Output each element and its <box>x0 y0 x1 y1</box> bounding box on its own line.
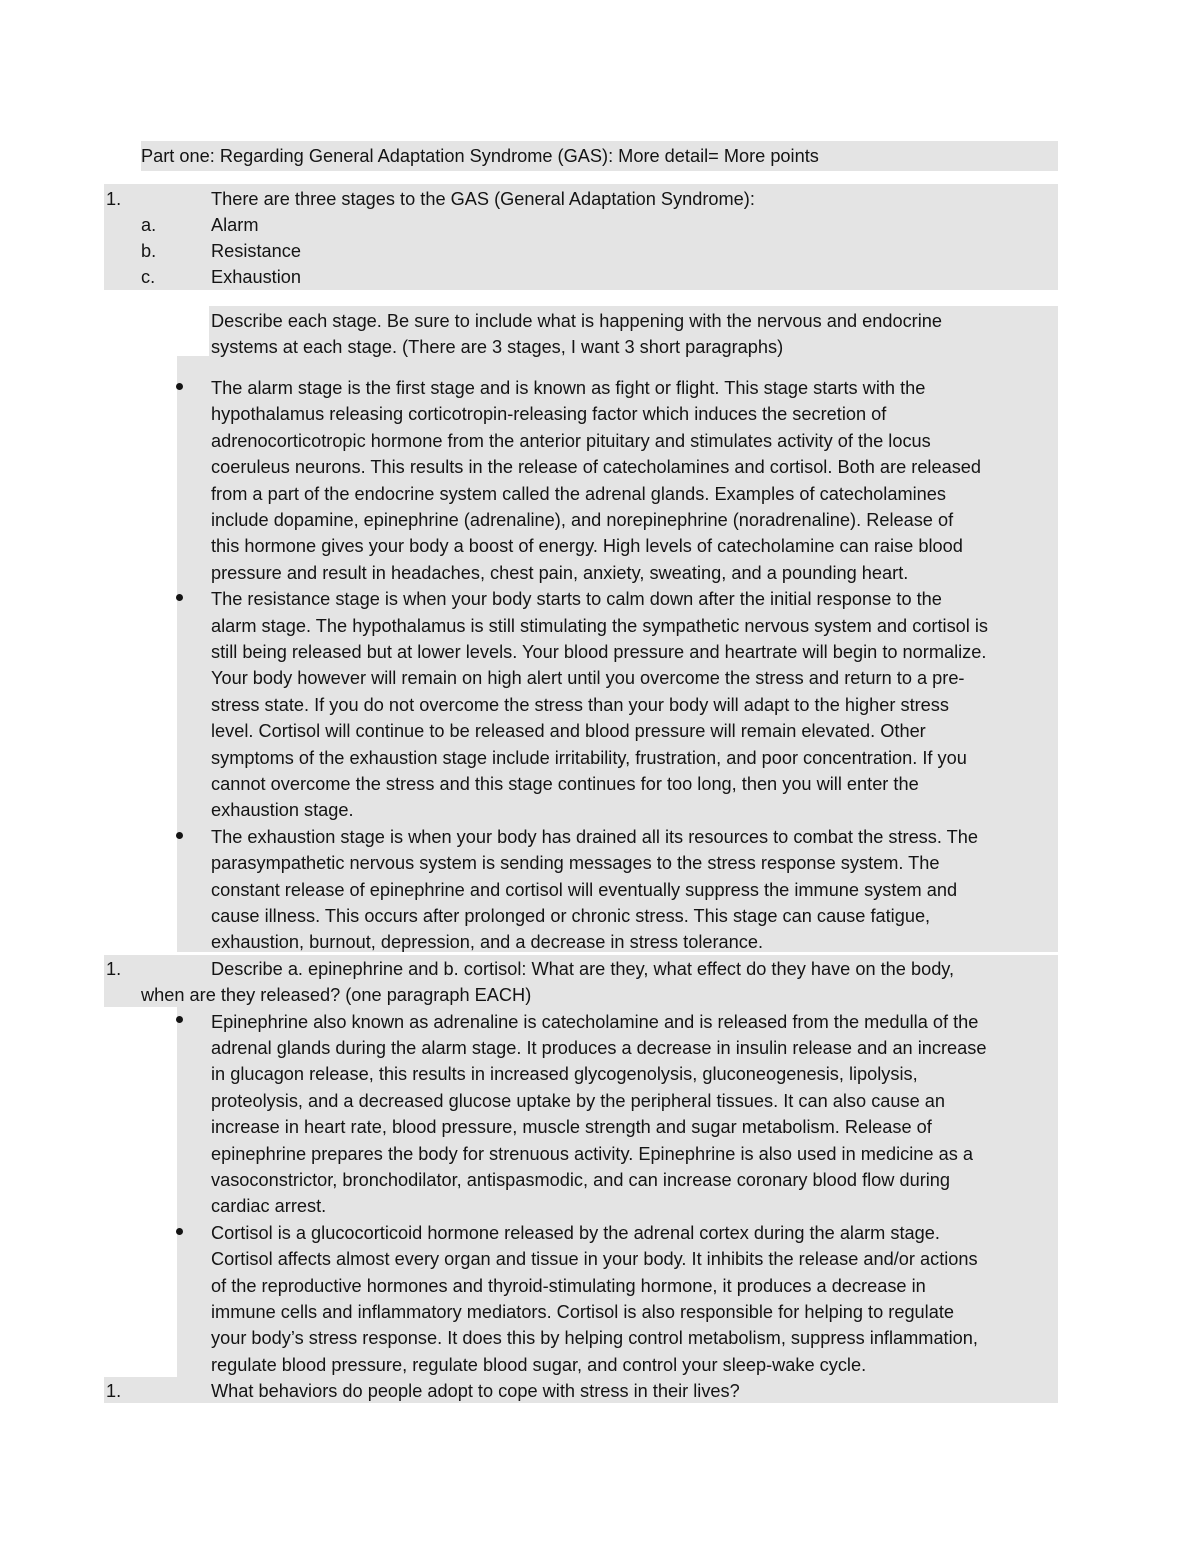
cortisol-answer-line: Cortisol affects almost every organ and tissue in your body. It inhibits the release and/or actions <box>211 1249 978 1270</box>
alarm-answer-line: coeruleus neurons. This results in the release of catecholamines and cortisol. Both are released <box>211 457 982 478</box>
question-2-text: Describe a. epinephrine and b. cortisol: What are they, what effect do they have on the body, <box>211 958 955 979</box>
resistance-answer-line: alarm stage. The hypothalamus is still stimulating the sympathetic nervous system and cortisol is <box>211 615 989 636</box>
question-2-number: 1. <box>106 958 122 979</box>
instruction-line: Describe each stage. Be sure to include what is happening with the nervous and endocrine <box>211 311 942 331</box>
epinephrine-answer-line: vasoconstrictor, bronchodilator, antispasmodic, and can increase coronary blood flow during <box>211 1170 951 1190</box>
bullet-icon <box>176 383 183 390</box>
exhaustion-answer-line: exhaustion, burnout, depression, and a decrease in stress tolerance. <box>211 932 764 953</box>
resistance-answer-line: The resistance stage is when your body starts to calm down after the initial response to the <box>211 589 942 610</box>
resistance-answer-line: cannot overcome the stress and this stage continues for too long, then you will enter the <box>211 774 919 794</box>
exhaustion-answer-line: parasympathetic nervous system is sending messages to the stress response system. The <box>211 853 940 874</box>
alarm-answer-line: from a part of the endocrine system called the adrenal glands. Examples of catecholamines <box>211 483 946 504</box>
stage-b-letter: b. <box>141 241 157 261</box>
resistance-answer-line: exhaustion stage. <box>211 800 354 821</box>
resistance-answer-line: Your body however will remain on high alert until you overcome the stress and return to a pre- <box>211 668 965 689</box>
resistance-answer-line: symptoms of the exhaustion stage include irritability, frustration, and poor concentration. If you <box>211 747 967 768</box>
epinephrine-answer-line: epinephrine prepares the body for strenuous activity. Epinephrine is also used in medicine as a <box>211 1143 973 1164</box>
cortisol-answer-line: Cortisol is a glucocorticoid hormone released by the adrenal cortex during the alarm stage. <box>211 1222 940 1243</box>
cortisol-answer-line: regulate blood pressure, regulate blood sugar, and control your sleep-wake cycle. <box>211 1354 867 1375</box>
stage-c-text: Exhaustion <box>211 267 301 287</box>
instruction-line: systems at each stage. (There are 3 stages, I want 3 short paragraphs) <box>211 337 784 357</box>
epinephrine-answer-line: proteolysis, and a decreased glucose uptake by the peripheral tissues. It can also cause an <box>211 1090 946 1111</box>
bullet-icon <box>176 832 183 839</box>
stage-c-letter: c. <box>141 267 156 287</box>
alarm-answer-line: hypothalamus releasing corticotropin-releasing factor which induces the secretion of <box>211 404 887 425</box>
epinephrine-answer-line: in glucagon release, this results in increased glycogenolysis, gluconeogenesis, lipolysis, <box>211 1064 918 1085</box>
epinephrine-answer-line: increase in heart rate, blood pressure, muscle strength and sugar metabolism. Release of <box>211 1117 932 1138</box>
alarm-answer-line: this hormone gives your body a boost of energy. High levels of catecholamine can raise blood <box>211 536 963 557</box>
resistance-answer-line: level. Cortisol will continue to be released and blood pressure will remain elevated. Other <box>211 721 926 742</box>
question-2-text: when are they released? (one paragraph EACH) <box>141 985 532 1006</box>
epinephrine-answer-line: Epinephrine also known as adrenaline is catecholamine and is released from the medulla of the <box>211 1011 979 1032</box>
epinephrine-answer-line: adrenal glands during the alarm stage. It produces a decrease in insulin release and an increase <box>211 1038 987 1058</box>
cortisol-answer-line: of the reproductive hormones and thyroid-stimulating hormone, it produces a decrease in <box>211 1275 926 1296</box>
question-3-text: What behaviors do people adopt to cope with stress in their lives? <box>211 1381 740 1402</box>
exhaustion-answer-line: The exhaustion stage is when your body has drained all its resources to combat the stress. The <box>211 826 978 847</box>
question-1-text: There are three stages to the GAS (General Adaptation Syndrome): <box>211 189 755 209</box>
question-3-number: 1. <box>106 1381 122 1402</box>
exhaustion-answer-line: cause illness. This occurs after prolonged or chronic stress. This stage can cause fatigue, <box>211 906 931 926</box>
cortisol-answer-line: immune cells and inflammatory mediators. Cortisol is also responsible for helping to regulate <box>211 1302 954 1322</box>
alarm-answer-line: include dopamine, epinephrine (adrenaline), and norepinephrine (noradrenaline). Release of <box>211 510 954 530</box>
document-heading: Part one: Regarding General Adaptation Syndrome (GAS): More detail= More points <box>141 146 819 166</box>
bullet-icon <box>176 1228 183 1235</box>
alarm-answer-line: The alarm stage is the first stage and is known as fight or flight. This stage starts with the <box>211 378 926 398</box>
alarm-answer-line: adrenocorticotropic hormone from the anterior pituitary and stimulates activity of the locus <box>211 430 931 451</box>
exhaustion-answer-line: constant release of epinephrine and cortisol will eventually suppress the immune system and <box>211 879 958 900</box>
question-1-number: 1. <box>106 189 122 209</box>
cortisol-answer-line: your body’s stress response. It does this by helping control metabolism, suppress inflammation, <box>211 1328 978 1349</box>
bullet-icon <box>176 594 183 601</box>
resistance-answer-line: stress state. If you do not overcome the stress than your body will adapt to the higher stress <box>211 694 949 715</box>
resistance-answer-line: still being released but at lower levels. Your blood pressure and heartrate will begin to normalize. <box>211 642 987 662</box>
stage-a-text: Alarm <box>211 215 259 235</box>
stage-b-text: Resistance <box>211 241 301 261</box>
alarm-answer-line: pressure and result in headaches, chest pain, anxiety, sweating, and a pounding heart. <box>211 562 909 583</box>
epinephrine-answer-line: cardiac arrest. <box>211 1196 327 1217</box>
stage-a-letter: a. <box>141 215 157 235</box>
